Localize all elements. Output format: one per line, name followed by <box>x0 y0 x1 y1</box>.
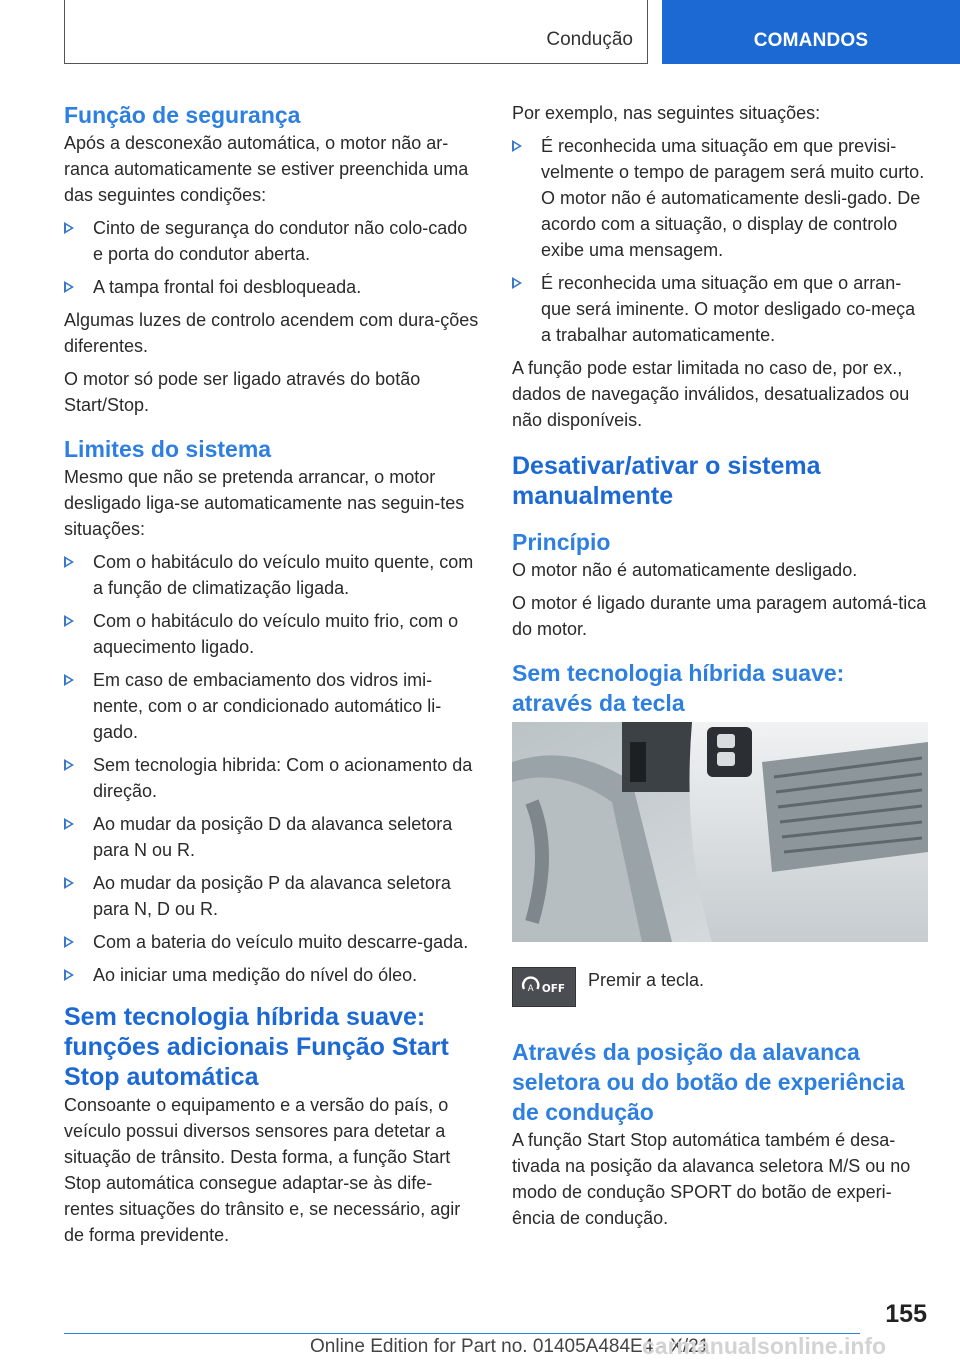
footer-edition: Online Edition for Part no. 01405A484E4 - X/21 <box>310 1336 710 1357</box>
svg-text:OFF: OFF <box>541 982 566 995</box>
paragraph: Consoante o equipamento e a versão do país, o veículo possui diversos sensores para detetar a situação de trânsito. Desta forma, a função Start Stop automática consegue adaptar-se às dife‐rentes situações do trânsito e, se necessário, agir de forma previdente. <box>64 1095 461 1245</box>
heading-via-lever: Através da posição da alavanca seletora ou do botão de experiência de condução <box>512 1039 905 1125</box>
list-item: É reconhecida uma situação em que o arran‐que será iminente. O motor desligado co‐meça a trabalhar automaticamente. <box>512 270 928 348</box>
right-column <box>512 100 928 1238</box>
triangle-bullet-icon <box>64 818 74 830</box>
triangle-bullet-icon <box>64 615 74 627</box>
triangle-bullet-icon <box>64 877 74 889</box>
paragraph: Algumas luzes de controlo acendem com dura‐ções diferentes. <box>64 310 479 356</box>
list-item: Sem tecnologia hibrida: Com o acionamento da direção. <box>64 752 482 804</box>
paragraph: O motor é ligado durante uma paragem automá‐tica do motor. <box>512 593 927 639</box>
paragraph: Após a desconexão automática, o motor não ar‐ranca automaticamente se estiver preenchida uma das seguintes condições: <box>64 133 469 205</box>
list-item: A tampa frontal foi desbloqueada. <box>64 274 482 300</box>
list-item: Ao mudar da posição D da alavanca seletora para N ou R. <box>64 811 482 863</box>
button-instruction <box>512 967 928 1013</box>
svg-text:A: A <box>527 983 534 994</box>
header-chapter-label: COMANDOS <box>753 30 869 51</box>
header-section-tab <box>64 0 648 64</box>
button-instruction-text: Premir a tecla. <box>588 970 705 990</box>
paragraph: A função pode estar limitada no caso de, por ex., dados de navegação inválidos, desatualizados ou não disponíveis. <box>512 358 910 430</box>
paragraph: O motor não é automaticamente desligado. <box>512 560 858 580</box>
list-item: Ao mudar da posição P da alavanca seletora para N, D ou R. <box>64 870 482 922</box>
paragraph: Por exemplo, nas seguintes situações: <box>512 103 821 123</box>
list-item: Com a bateria do veículo muito descarre‐gada. <box>64 929 482 955</box>
triangle-bullet-icon <box>64 222 74 234</box>
bullet-list <box>64 549 482 988</box>
list-item: Ao iniciar uma medição do nível do óleo. <box>64 962 482 988</box>
heading-principle: Princípio <box>512 529 611 555</box>
list-item: É reconhecida uma situação em que previsi‐velmente o tempo de paragem será muito curto. O motor não é automaticamente desli‐gado. De acordo com a situação, o display de controlo exibe uma mensagem. <box>512 133 928 263</box>
triangle-bullet-icon <box>64 674 74 686</box>
page-number: 155 <box>885 1300 927 1328</box>
list-item: Cinto de segurança do condutor não colo‐cado e porta do condutor aberta. <box>64 215 482 267</box>
list-item: Com o habitáculo do veículo muito quente, com a função de climatização ligada. <box>64 549 482 601</box>
dashboard-photo <box>512 722 928 942</box>
bullet-list <box>64 215 482 300</box>
list-item: Em caso de embaciamento dos vidros imi‐nente, com o ar condicionado automático li‐gado. <box>64 667 482 745</box>
triangle-bullet-icon <box>512 140 522 152</box>
paragraph: O motor só pode ser ligado através do botão Start/Stop. <box>64 369 421 415</box>
left-column <box>64 100 482 1255</box>
heading-system-limits: Limites do sistema <box>64 436 272 462</box>
start-stop-off-button-icon <box>512 967 576 1007</box>
header-chapter-tab <box>662 0 960 64</box>
triangle-bullet-icon <box>64 969 74 981</box>
list-item: Com o habitáculo do veículo muito frio, com o aquecimento ligado. <box>64 608 482 660</box>
triangle-bullet-icon <box>64 556 74 568</box>
triangle-bullet-icon <box>512 277 522 289</box>
heading-additional-functions: Sem tecnologia híbrida suave: funções adicionais Função Start Stop automática <box>64 1003 449 1091</box>
watermark: carmanualsonline.info <box>642 1333 887 1359</box>
header-section-label: Condução <box>546 29 633 50</box>
heading-manual-deactivate: Desativar/ativar o sistema manualmente <box>512 452 821 510</box>
triangle-bullet-icon <box>64 759 74 771</box>
triangle-bullet-icon <box>64 281 74 293</box>
paragraph: Mesmo que não se pretenda arrancar, o motor desligado liga-se automaticamente nas seguin‐tes situações: <box>64 467 465 539</box>
heading-safety-function: Função de segurança <box>64 102 301 128</box>
bullet-list <box>512 133 928 348</box>
triangle-bullet-icon <box>64 936 74 948</box>
heading-via-button: Sem tecnologia híbrida suave: através da tecla <box>512 660 845 716</box>
paragraph: A função Start Stop automática também é desa‐tivada na posição da alavanca seletora M/S ou no modo de condução SPORT do botão de experi‐ência de condução. <box>512 1130 911 1228</box>
